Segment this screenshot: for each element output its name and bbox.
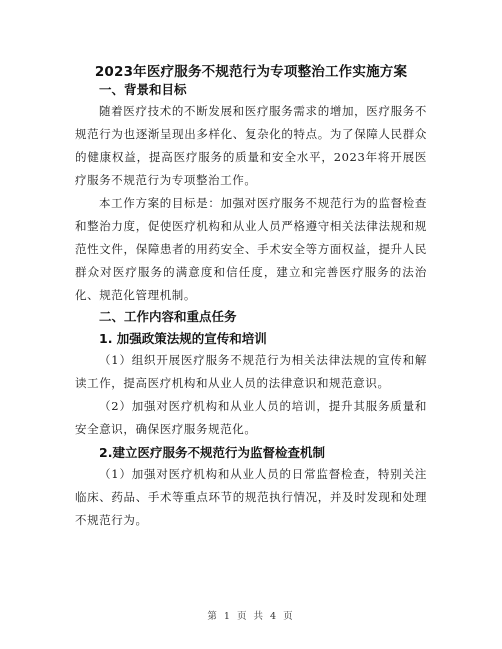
section-heading-tasks: 二、工作内容和重点任务 (99, 309, 237, 324)
document-title: 2023年医疗服务不规范行为专项整治工作实施方案 (94, 64, 408, 80)
paragraph-policy-1: （1）组织开展医疗服务不规范行为相关法律法规的宣传和解读工作，提高医疗机构和从业人员的法律意识和规范意识。 (75, 353, 427, 390)
paragraph-goals: 本工作方案的目标是：加强对医疗服务不规范行为的监督检查和整治力度，促使医疗机构和从业人员严格遵守相关法律法规和规范性文件，保障患者的用药安全、手术安全等方面权益，提升人民群众对医疗服务的满意度和信任度，建立和完善医疗服务的法治化、规范化管理机制。 (75, 196, 427, 302)
page-footer: 第 1 页 共 4 页 (207, 611, 295, 622)
paragraph-background: 随着医疗技术的不断发展和医疗服务需求的增加，医疗服务不规范行为也逐渐呈现出多样化、复杂化的特点。为了保障人民群众的健康权益，提高医疗服务的质量和安全水平，2023年将开展医疗服务不规范行为专项整治工作。 (75, 104, 427, 187)
paragraph-supervision-1: （1）加强对医疗机构和从业人员的日常监督检查，特别关注临床、药品、手术等重点环节的规范执行情况，并及时发现和处理不规范行为。 (75, 467, 427, 527)
document-body (75, 80, 427, 532)
subsection-heading-policy-training: 1. 加强政策法规的宣传和培训 (99, 331, 267, 346)
section-heading-background: 一、背景和目标 (99, 82, 187, 97)
paragraph-policy-2: （2）加强对医疗机构和从业人员的培训，提升其服务质量和安全意识，确保医疗服务规范化。 (75, 399, 427, 436)
subsection-heading-supervision: 2.建立医疗服务不规范行为监督检查机制 (99, 445, 325, 460)
